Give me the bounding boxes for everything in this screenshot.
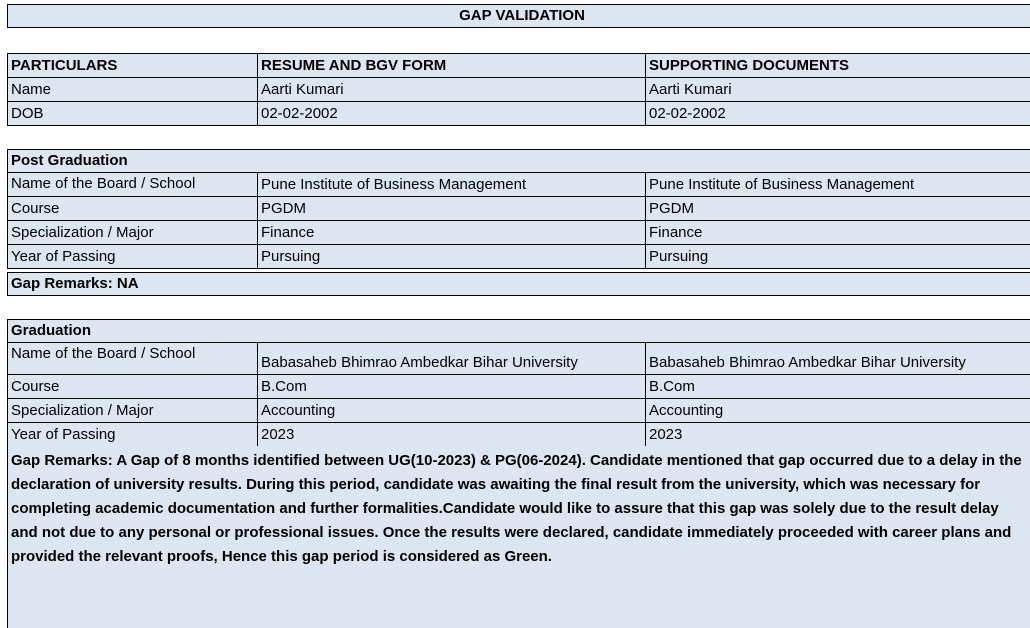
resume-value: 02-02-2002	[258, 102, 646, 126]
resume-value: Accounting	[258, 399, 646, 423]
row-label: Course	[8, 375, 258, 399]
document-value: Pursuing	[646, 245, 1030, 269]
document-value: B.Com	[646, 375, 1030, 399]
table-row	[8, 78, 1030, 102]
table-row	[8, 221, 1030, 245]
document-value: PGDM	[646, 197, 1030, 221]
table-row	[8, 197, 1030, 221]
resume-value: Pune Institute of Business Management	[258, 173, 646, 197]
resume-value: Pursuing	[258, 245, 646, 269]
document-value: Accounting	[646, 399, 1030, 423]
table-row	[8, 102, 1030, 126]
resume-value: 2023	[258, 423, 646, 447]
row-label: DOB	[8, 102, 258, 126]
page-title: GAP VALIDATION	[7, 4, 1030, 28]
document-value: Aarti Kumari	[646, 78, 1030, 102]
document-value: 2023	[646, 423, 1030, 447]
table-row	[8, 423, 1030, 447]
graduation-table	[7, 342, 1030, 447]
row-label: Course	[8, 197, 258, 221]
row-label: Name of the Board / School	[8, 173, 258, 197]
post-graduation-heading: Post Graduation	[7, 149, 1030, 173]
row-label: Specialization / Major	[8, 399, 258, 423]
resume-value: PGDM	[258, 197, 646, 221]
table-row	[8, 399, 1030, 423]
header-resume-bgv: RESUME AND BGV FORM	[258, 54, 646, 78]
header-particulars: PARTICULARS	[8, 54, 258, 78]
personal-table	[7, 53, 1030, 126]
resume-value: B.Com	[258, 375, 646, 399]
graduation-heading: Graduation	[7, 319, 1030, 343]
graduation-gap-remarks: Gap Remarks: A Gap of 8 months identified between UG(10-2023) & PG(06-2024). Candidate mentioned that gap occurred due to a delay in the declaration of university results. During this period, candidate was awaiting the final result from the university, which was necessary for completing academic documentation and further formalities.Candidate would like to assure that this gap was solely due to the result delay and not due to any personal or professional issues. Once the results were declared, candidate immediately proceeded with career plans and provided the relevant proofs, Hence this gap period is considered as Green.	[7, 446, 1030, 628]
resume-value: Babasaheb Bhimrao Ambedkar Bihar University	[258, 343, 646, 375]
document-value: Finance	[646, 221, 1030, 245]
document-value: 02-02-2002	[646, 102, 1030, 126]
resume-value: Finance	[258, 221, 646, 245]
row-label: Name	[8, 78, 258, 102]
row-label: Year of Passing	[8, 423, 258, 447]
row-label: Year of Passing	[8, 245, 258, 269]
row-label: Name of the Board / School	[8, 343, 258, 375]
header-supporting-docs: SUPPORTING DOCUMENTS	[646, 54, 1030, 78]
table-row	[8, 245, 1030, 269]
resume-value: Aarti Kumari	[258, 78, 646, 102]
document-value: Pune Institute of Business Management	[646, 173, 1030, 197]
post-graduation-table	[7, 172, 1030, 269]
row-label: Specialization / Major	[8, 221, 258, 245]
table-row	[8, 343, 1030, 375]
table-row	[8, 173, 1030, 197]
table-row	[8, 375, 1030, 399]
post-graduation-gap-remarks: Gap Remarks: NA	[7, 272, 1030, 296]
document-value: Babasaheb Bhimrao Ambedkar Bihar University	[646, 343, 1030, 375]
table-header-row	[8, 54, 1030, 78]
